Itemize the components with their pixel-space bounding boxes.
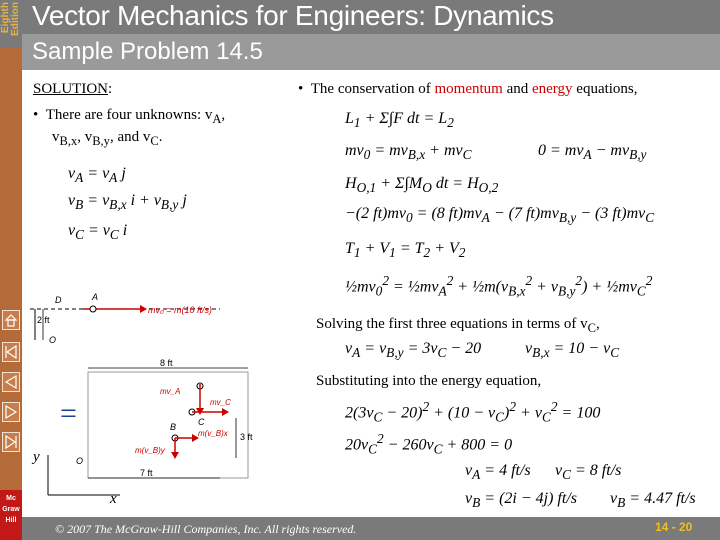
velocity-eq-vB: $v_B = v_{B,x}$ $i + v_{B,y}$ j	[68, 192, 187, 213]
initial-state-figure	[25, 285, 225, 350]
home-icon	[3, 311, 19, 329]
copyright-text: © 2007 The McGraw-Hill Companies, Inc. All rights reserved.	[55, 522, 357, 536]
velocity-eq-vA: $v_A = v_A$ j	[68, 165, 126, 186]
unknowns-line-1: • There are four unknowns: $v_A$,	[33, 107, 226, 126]
subtitle-bar	[22, 34, 720, 70]
edition-badge	[0, 0, 22, 48]
axis-x-label: x	[110, 491, 117, 507]
publisher-logo: Mc Graw Hill	[0, 490, 22, 540]
dim-2ft: 2 ft	[37, 315, 50, 325]
result-vB-vector: $v_B = (2i - 4j)$ ft/s	[465, 490, 577, 511]
energy-expanded-eq: $\frac{1}{2}mv_0^2$ = $\frac{1}{2}mv_A^2$ + $\frac{1}{2}m(v_{B,x}^2 + v_{B,y}^2)$ + $\frac{1}{2}mv_C^2$	[345, 273, 653, 299]
label-D: D	[55, 295, 62, 305]
linear-momentum-eq: $L_1 + \Sigma\int F$ dt = $L_2$	[345, 110, 454, 131]
page-title: Vector Mechanics for Engineers: Dynamics	[32, 0, 554, 31]
home-nav-button[interactable]	[2, 310, 20, 330]
solution-heading: SOLUTION:	[33, 81, 113, 97]
result-vC: $v_C = 8$ ft/s	[555, 462, 622, 483]
result-vB-magnitude: $v_B = 4.47$ ft/s	[610, 490, 696, 511]
label-O: O	[49, 335, 57, 345]
label-mvC: mv_C	[210, 398, 231, 407]
substituted-energy-eq: $2(3v_C - 20)^2 + (10 - v_C)^2 + v_C^2 = 100$	[345, 399, 601, 425]
label-B: B	[170, 422, 177, 432]
next-slide-button[interactable]	[2, 402, 20, 422]
title-bar	[0, 0, 720, 34]
previous-icon	[3, 373, 19, 391]
first-slide-button[interactable]	[2, 342, 20, 362]
previous-slide-button[interactable]	[2, 372, 20, 392]
angular-momentum-expanded-eq: −(2 $ft)mv_0 = (8$ $ft)mv_A - (7$ $ft)mv_{B,y} - (3$ $ft)mv_C$	[345, 205, 655, 226]
label-mvBx: m(v_B)x	[198, 429, 228, 438]
momentum-label: mv₀ = m(10 ft/s)	[148, 305, 213, 315]
conservation-intro: • The conservation of momentum and energy equations,	[298, 81, 638, 97]
navigation-strip	[0, 48, 22, 540]
equals-sign: =	[60, 397, 77, 430]
label-C: C	[198, 417, 205, 427]
label-mvBy: m(v_B)y	[135, 446, 165, 455]
solving-text: Solving the first three equations in terms of $v_C$,	[316, 316, 600, 335]
dim-3ft: 3 ft	[240, 432, 253, 442]
page-number: 14 - 20	[655, 520, 693, 534]
first-slide-icon	[3, 343, 19, 361]
solution-vBx-eq: $v_{B,x} = 10 - v_C$	[525, 340, 620, 361]
solution-vA-eq: $v_A = v_{B,y} = 3v_C - 20$	[345, 340, 482, 361]
label-A: A	[92, 292, 99, 302]
substituting-text: Substituting into the energy equation,	[316, 373, 542, 389]
axis-y-label: y	[33, 449, 40, 465]
page-subtitle: Sample Problem 14.5	[32, 38, 263, 65]
velocity-eq-vC: $v_C = v_C$ i	[68, 222, 128, 243]
momentum-x-eq: $mv_0 = mv_{B,x} + mv_C$	[345, 142, 472, 163]
label-mvA: mv_A	[160, 387, 181, 396]
last-slide-button[interactable]	[2, 432, 20, 452]
edition-word-edition: Edition	[10, 2, 21, 36]
energy-eq: $T_1 + V_1 = T_2 + V_2$	[345, 240, 466, 261]
dim-7ft: 7 ft	[140, 468, 153, 478]
last-slide-icon	[3, 433, 19, 451]
angular-momentum-eq: $H_{O,1} + \Sigma\int M_O$ dt = $H_{O,2}$	[345, 175, 499, 196]
unknowns-line-2: $v_{B,x}$, $v_{B,y}$, and $v_C$.	[52, 129, 163, 148]
edition-word-eighth: Eighth	[0, 2, 11, 34]
next-icon	[3, 403, 19, 421]
momentum-y-eq: $0 = mv_A - mv_{B,y}$	[538, 142, 647, 163]
label-O-bottom: O	[76, 456, 84, 466]
dim-8ft: 8 ft	[160, 358, 173, 368]
quadratic-eq: $20v_C^2 - 260v_C + 800 = 0$	[345, 431, 513, 457]
result-vA: $v_A = 4$ ft/s	[465, 462, 531, 483]
